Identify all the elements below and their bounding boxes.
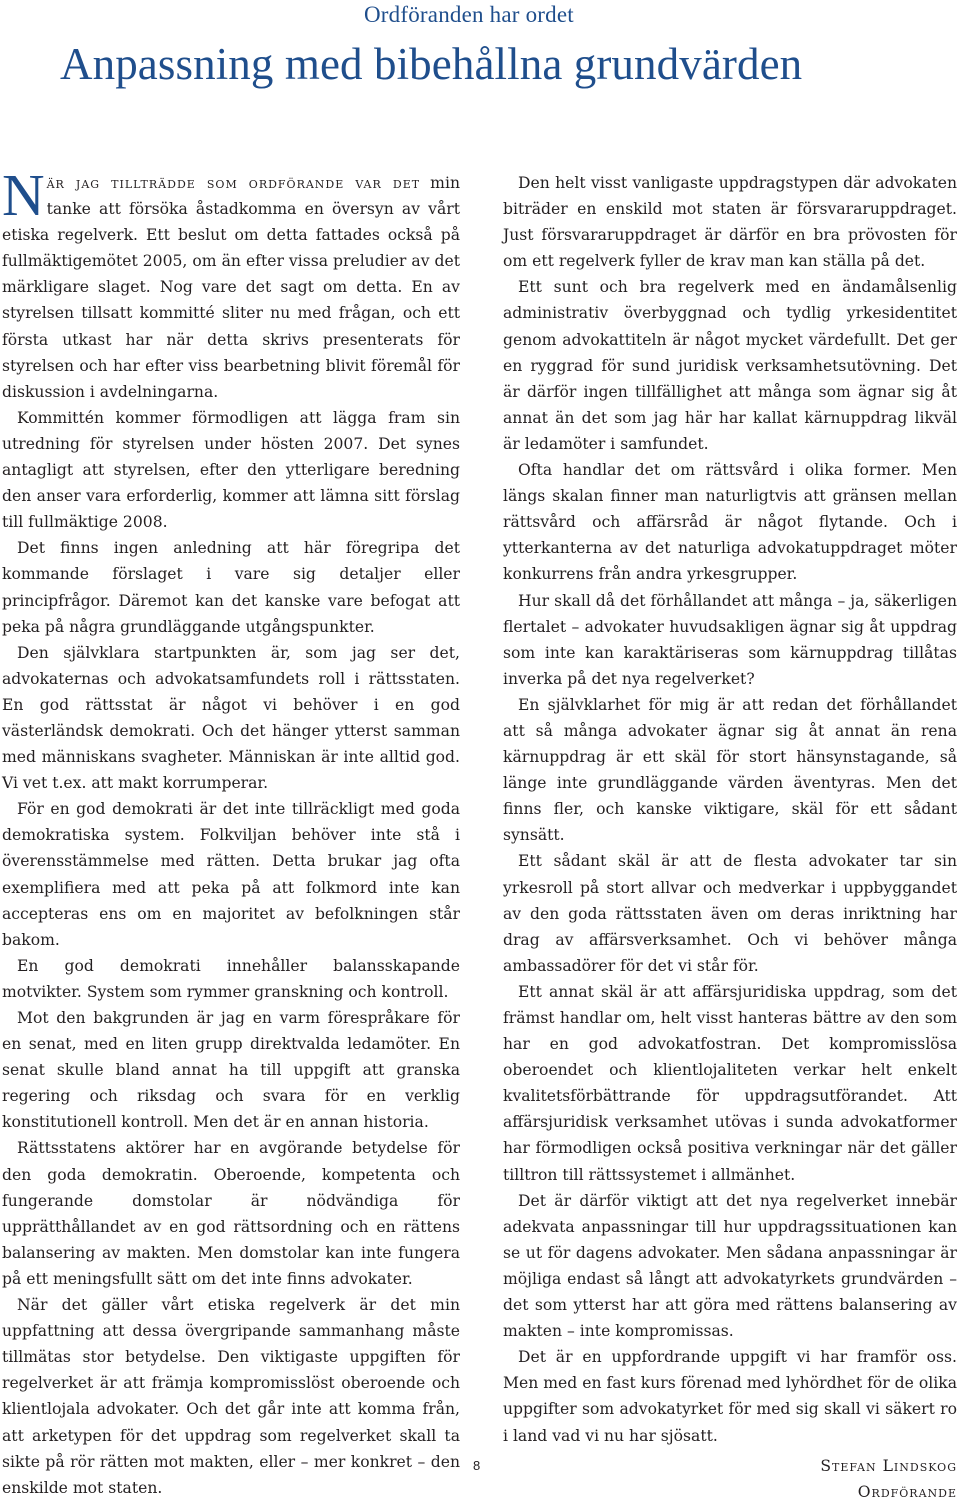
page-title: Anpassning med bibehållna grundvärden [60, 39, 803, 89]
paragraph: En självklarhet för mig är att redan det förhållandet att så många advokater ägnar sig åt annat än rena kärnuppdrag är ett skäl för stort hänsynstagande, så länge inte grundläggande värden äventyras. Men det finns fler, och kanske viktigare, skäl för ett sådant synsätt. [503, 695, 957, 845]
paragraph: Ett annat skäl är att affärsjuridiska uppdrag, som det främst handlar om, helt visst hanteras bättre av den som har en god advokatfostran. Det kompromisslösa oberoendet och klientlojaliteten verkar helt enkelt kvalitetsförbättrande för uppdragsutförandet. Att affärsjuridisk verksamhet utövas i sunda advokatformer har förmodligen också positiva verkningar när det gäller tilltron till rättssystemet i allmänhet. [503, 982, 957, 1184]
paragraph: Ett sunt och bra regelverk med en ändamålsenlig administrativ överbyggnad och tydlig yrkesidentitet genom advokattiteln är något mycket värdefullt. Det ger en ryggrad för sund juridisk verksamhetsutövning. Det är därför ingen tillfällighet att många som ägnar sig åt annat än det som jag här har kallat kärnuppdrag likväl är ledamöter i samfundet. [503, 278, 957, 453]
paragraph: En god demokrati innehåller balansskapande motvikter. System som rymmer granskning och kontroll. [2, 956, 460, 1001]
paragraph: När det gäller vårt etiska regelverk är det min uppfattning att dessa övergripande sammanhang måste tillmätas stor betydelse. Den viktigaste uppgiften för regelverket är att främja kompromisslöst oberoende och klientlojala advokater. Och det går inte att komma från, att arketypen för det uppdrag som regelverket skall ta sikte på rör rätten mot makten, eller – mer konkret – den enskilde mot staten. [2, 1296, 460, 1497]
paragraph: För en god demokrati är det inte tillräckligt med goda demokratiska system. Folkviljan behöver inte stå i överensstämmelse med rätten. Detta brukar jag ofta exemplifiera med att peka på att folkmord inte kan accepteras ens om en majoritet av befolkningen står bakom. [2, 800, 460, 949]
paragraph: Mot den bakgrunden är jag en varm förespråkare för en senat, med en liten grupp direktvalda ledamöter. En senat skulle bland annat ha till uppgift att granska regering och riksdag och svara för en verklig konstitutionell kontroll. Men det är en annan historia. [2, 1009, 460, 1132]
paragraph: Det finns ingen anledning att här föregripa det kommande förslaget i vare sig detaljer eller principfrågor. Däremot kan det kanske vare befogat att peka på några grundläggande utgångspunkter. [2, 539, 460, 636]
paragraph: Den helt visst vanligaste uppdragstypen där advokaten biträder en enskild mot staten är försvararuppdraget. Just försvararuppdraget är därför en bra prövosten för om ett regelverk fyller de krav man kan ställa på det. [503, 174, 957, 271]
section-kicker: Ordföranden har ordet [364, 2, 574, 27]
signature-title: Ordförande [857, 1482, 957, 1501]
drop-cap: N [2, 162, 45, 228]
paragraph: Den självklara startpunkten är, som jag ser det, advokaternas och advokatsamfundets roll i rättsstaten. En god rättsstat är något vi behöver i en god västerländsk demokrati. Och det hänger ytterst samman med människans svagheter. Människan är inte alltid god. Vi vet t.ex. att makt korrumperar. [2, 643, 460, 793]
paragraph: Det är därför viktigt att det nya regelverket innebär adekvata anpassningar till hur uppdragssituationen kan se ut för dagens advokater. Men sådana anpassningar är möjliga endast så långt att advokatyrkets grundvärden – det som ytterst har att göra med rättens balansering av makten – inte kompromissas. [503, 1191, 957, 1341]
lead-text: min tanke att försöka åstadkomma en översyn av vårt etiska regelverk. Ett beslut om detta fattades också på fullmäktigemötet 2005, om än efter vissa preludier av det märkligare slaget. Nog vare det sagt om detta. En av styrelsen tillsatt kommitté sliter nu med frågan, och ett första utkast har när detta skrivs presenterats för styrelsen och har efter viss bearbetning blivit föremål för diskussion i avdelningarna. [2, 174, 460, 401]
article-column-left [2, 162, 460, 1501]
article-column-right [503, 170, 957, 1505]
page-number: 8 [473, 1458, 481, 1473]
paragraph: Ofta handlar det om rättsvård i olika former. Men längs skalan finner man naturligtvis att gränsen mellan rättsvård och affärsråd är något flytande. Och i ytterkanterna av det naturliga advokatuppdraget möter konkurrens från andra yrkesgrupper. [503, 461, 957, 584]
paragraph: Det är en uppfordrande uppgift vi har framför oss. Men med en fast kurs förenad med lyhördhet för de olika uppgifter som advokatyrket för med sig skall vi säkert ro i land vad vi nu har sjösatt. [503, 1348, 957, 1445]
paragraph: Hur skall då det förhållandet att många – ja, säkerligen flertalet – advokater huvudsakligen ägnar sig åt uppdrag som inte kan karaktäriseras som kärnuppdrag tillåtas inverka på det nya regelverket? [503, 591, 957, 688]
paragraph: Kommittén kommer förmodligen att lägga fram sin utredning för styrelsen under hösten 2007. Det synes antagligt att styrelsen, efter den ytterligare beredning den anser vara erforderlig, kommer att lämna sitt förslag till fullmäktige 2008. [2, 408, 460, 532]
signature-name: Stefan Lindskog [820, 1456, 957, 1475]
lead-smallcaps: är jag tillträdde som ordförande var det [46, 174, 421, 192]
lead-paragraph [2, 162, 460, 405]
paragraph: Ett sådant skäl är att de flesta advokater tar sin yrkesroll på stort allvar och medverkar i uppbyggandet av den goda rättsstaten även om deras inriktning har drag av affärsverksamhet. Och vi behöver många ambassadörer för det vi står för. [503, 852, 957, 975]
paragraph: Rättsstatens aktörer har en avgörande betydelse för den goda demokratin. Oberoende, kompetenta och fungerande domstolar är nödvändiga för upprätthållandet av en god rättsordning och en rättens balansering av makten. Men domstolar kan inte fungera på ett meningsfullt sätt om det inte finns advokater. [2, 1139, 460, 1288]
